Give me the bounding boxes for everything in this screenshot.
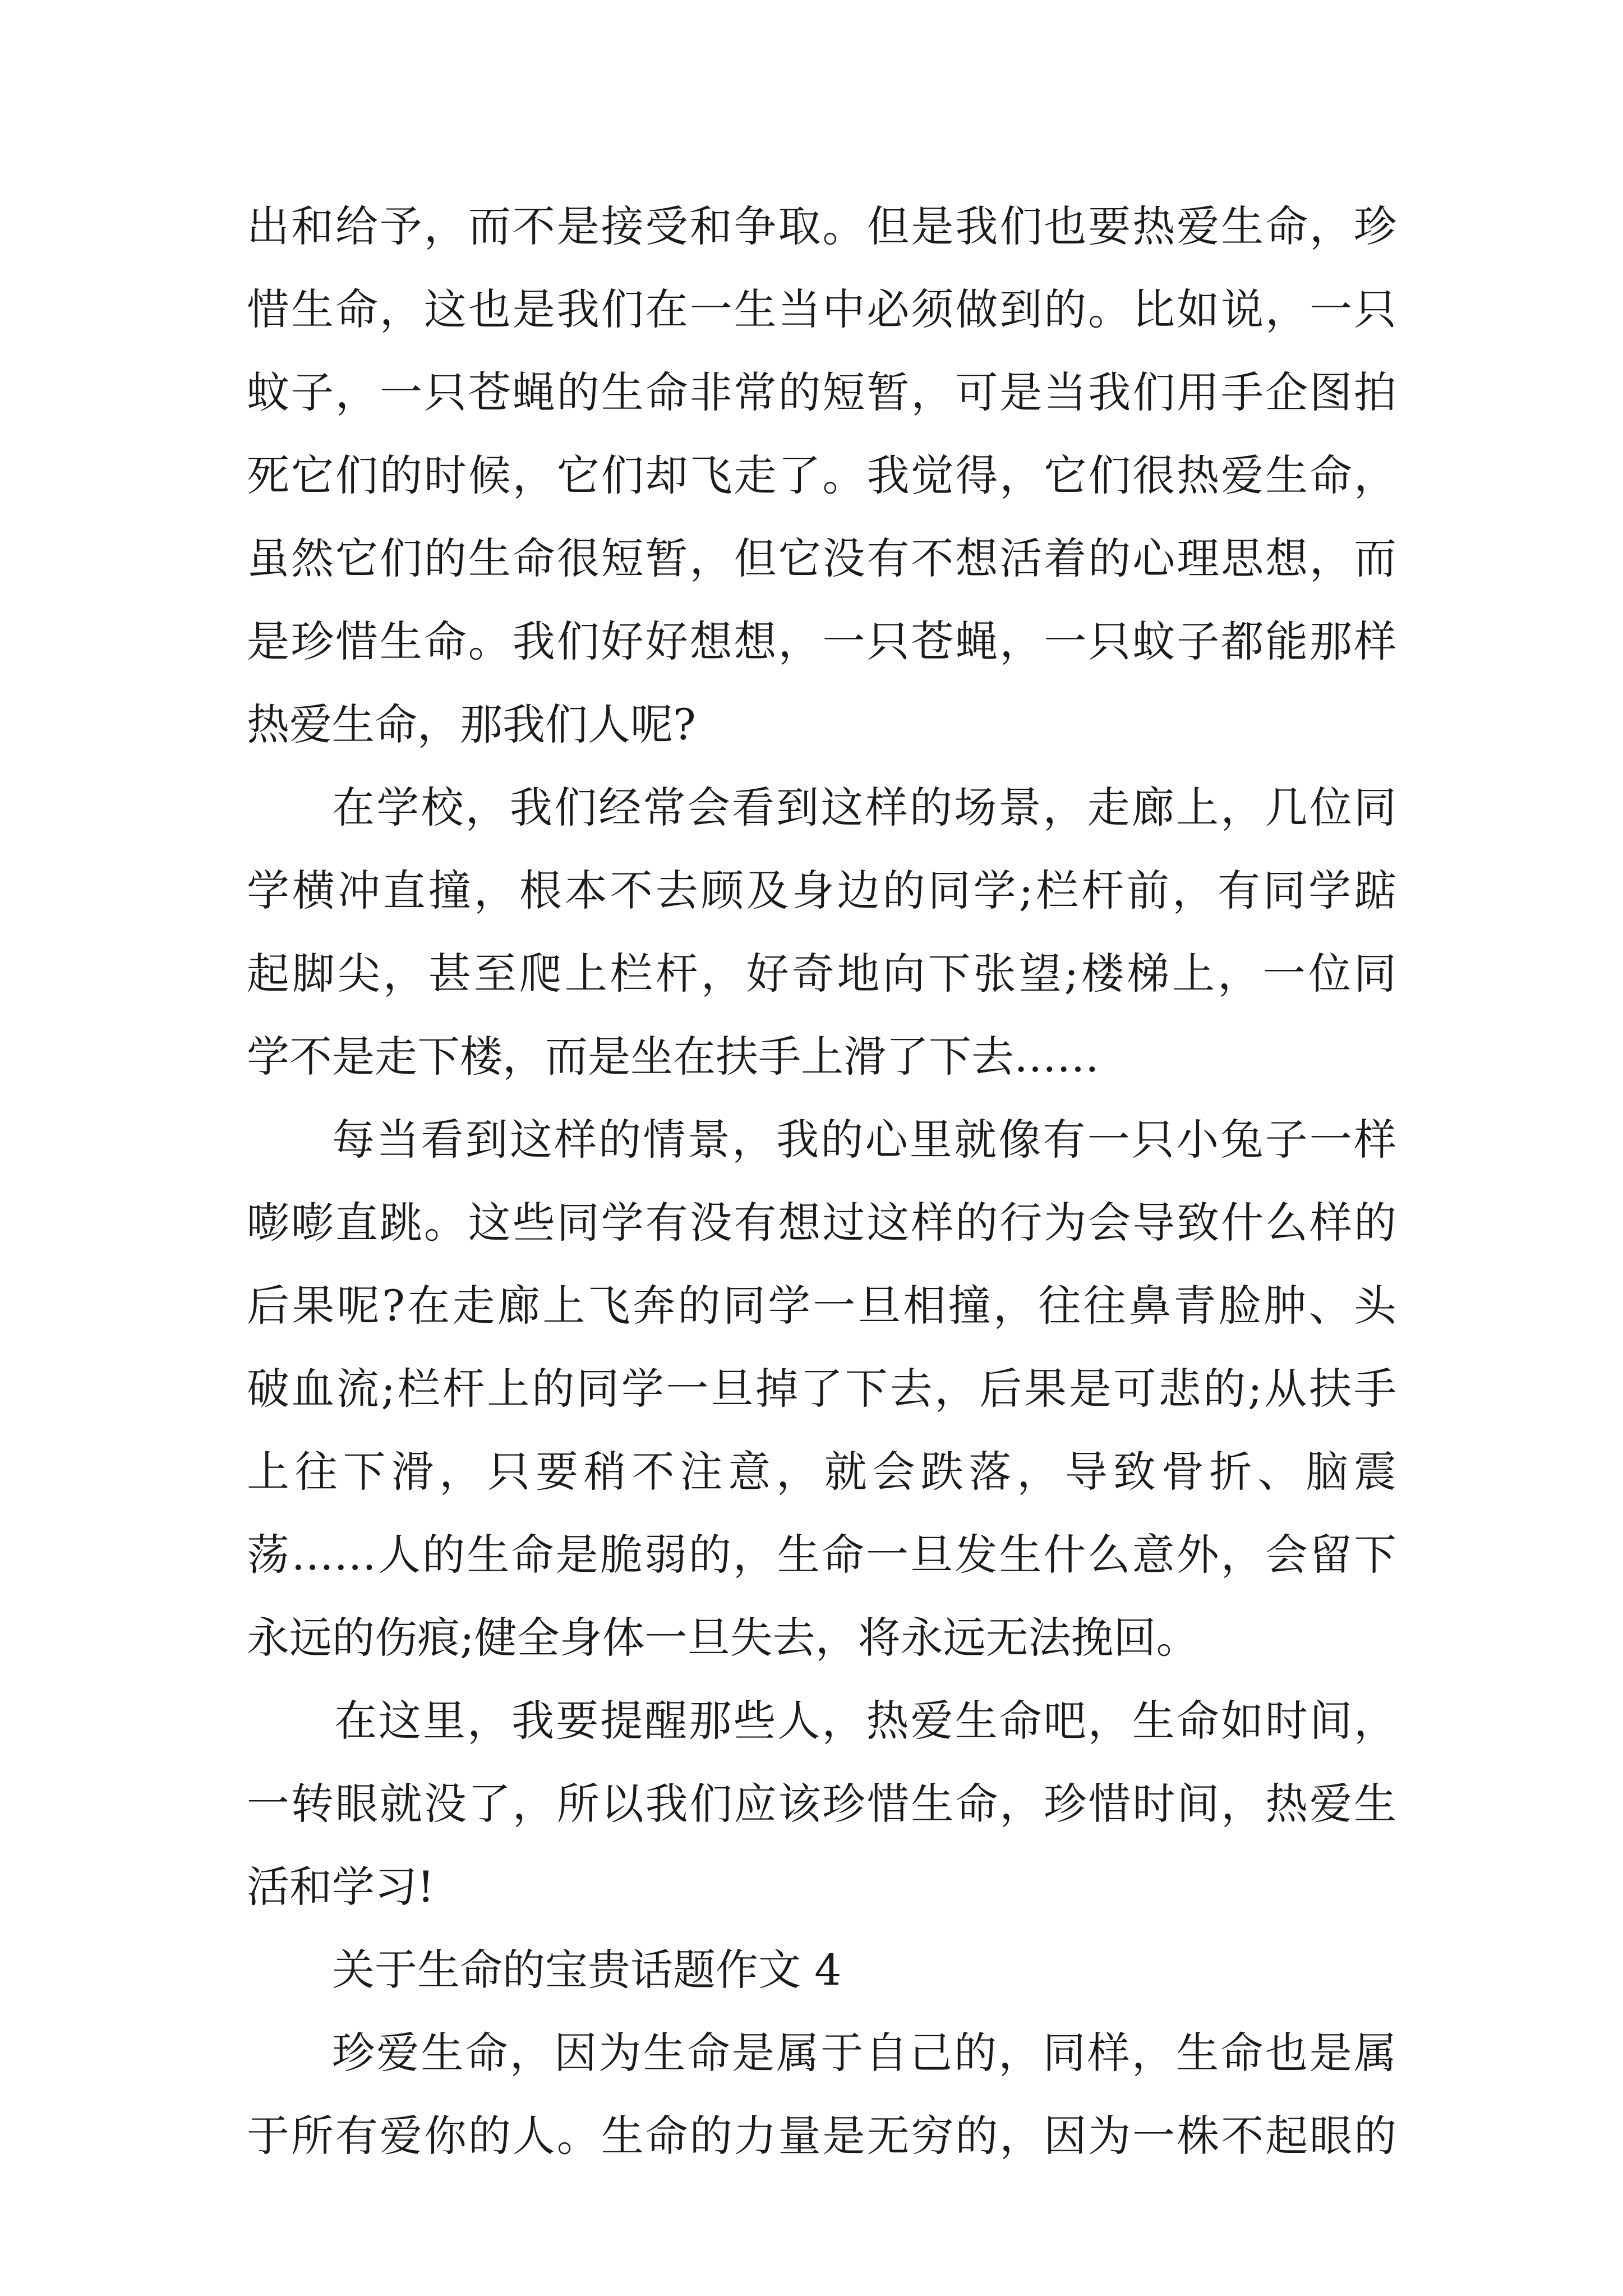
- text-line: 后果呢?在走廊上飞奔的同学一旦相撞，往往鼻青脸肿、头: [247, 1281, 1396, 1331]
- text-line: 起脚尖，甚至爬上栏杆，好奇地向下张望;楼梯上，一位同: [247, 949, 1396, 999]
- paragraph-start-line: 珍爱生命，因为生命是属于自己的，同样，生命也是属: [332, 2028, 1396, 2078]
- text-line: 嘭嘭直跳。这些同学有没有想过这样的行为会导致什么样的: [247, 1198, 1396, 1248]
- text-line: 学横冲直撞，根本不去顾及身边的同学;栏杆前，有同学踮: [247, 866, 1396, 915]
- text-line: 活和学习!: [247, 1862, 435, 1912]
- text-line: 虽然它们的生命很短暂，但它没有不想活着的心理思想，而: [247, 533, 1396, 583]
- text-line: 荡……人的生命是脆弱的，生命一旦发生什么意外，会留下: [247, 1530, 1396, 1580]
- essay-body: [247, 185, 1396, 2178]
- text-line: 上往下滑，只要稍不注意，就会跌落，导致骨折、脑震: [247, 1447, 1396, 1497]
- text-line: 惜生命，这也是我们在一生当中必须做到的。比如说，一只: [247, 284, 1396, 334]
- text-line: 是珍惜生命。我们好好想想，一只苍蝇，一只蚊子都能那样: [247, 616, 1396, 666]
- text-line: 于所有爱你的人。生命的力量是无穷的，因为一株不起眼的: [247, 2111, 1396, 2161]
- text-line: 死它们的时候，它们却飞走了。我觉得，它们很热爱生命，: [247, 450, 1396, 500]
- text-line: 学不是走下楼，而是坐在扶手上滑了下去……: [247, 1032, 1099, 1082]
- paragraph-start-line: 每当看到这样的情景，我的心里就像有一只小兔子一样: [332, 1115, 1396, 1165]
- text-line: 热爱生命，那我们人呢?: [247, 700, 696, 749]
- paragraph-start-line: 在学校，我们经常会看到这样的场景，走廊上，几位同: [332, 783, 1396, 832]
- text-line: 一转眼就没了，所以我们应该珍惜生命，珍惜时间，热爱生: [247, 1779, 1396, 1829]
- text-line: 永远的伤痕;健全身体一旦失去，将永远无法挽回。: [247, 1613, 1199, 1663]
- text-line: 蚊子，一只苍蝇的生命非常的短暂，可是当我们用手企图拍: [247, 367, 1396, 417]
- paragraph-start-line: 在这里，我要提醒那些人，热爱生命吧，生命如时间，: [334, 1696, 1396, 1746]
- text-line: 破血流;栏杆上的同学一旦掉了下去，后果是可悲的;从扶手: [247, 1364, 1396, 1414]
- text-line: 出和给予，而不是接受和争取。但是我们也要热爱生命，珍: [247, 201, 1396, 251]
- section-heading: 关于生命的宝贵话题作文 4: [332, 1945, 842, 1995]
